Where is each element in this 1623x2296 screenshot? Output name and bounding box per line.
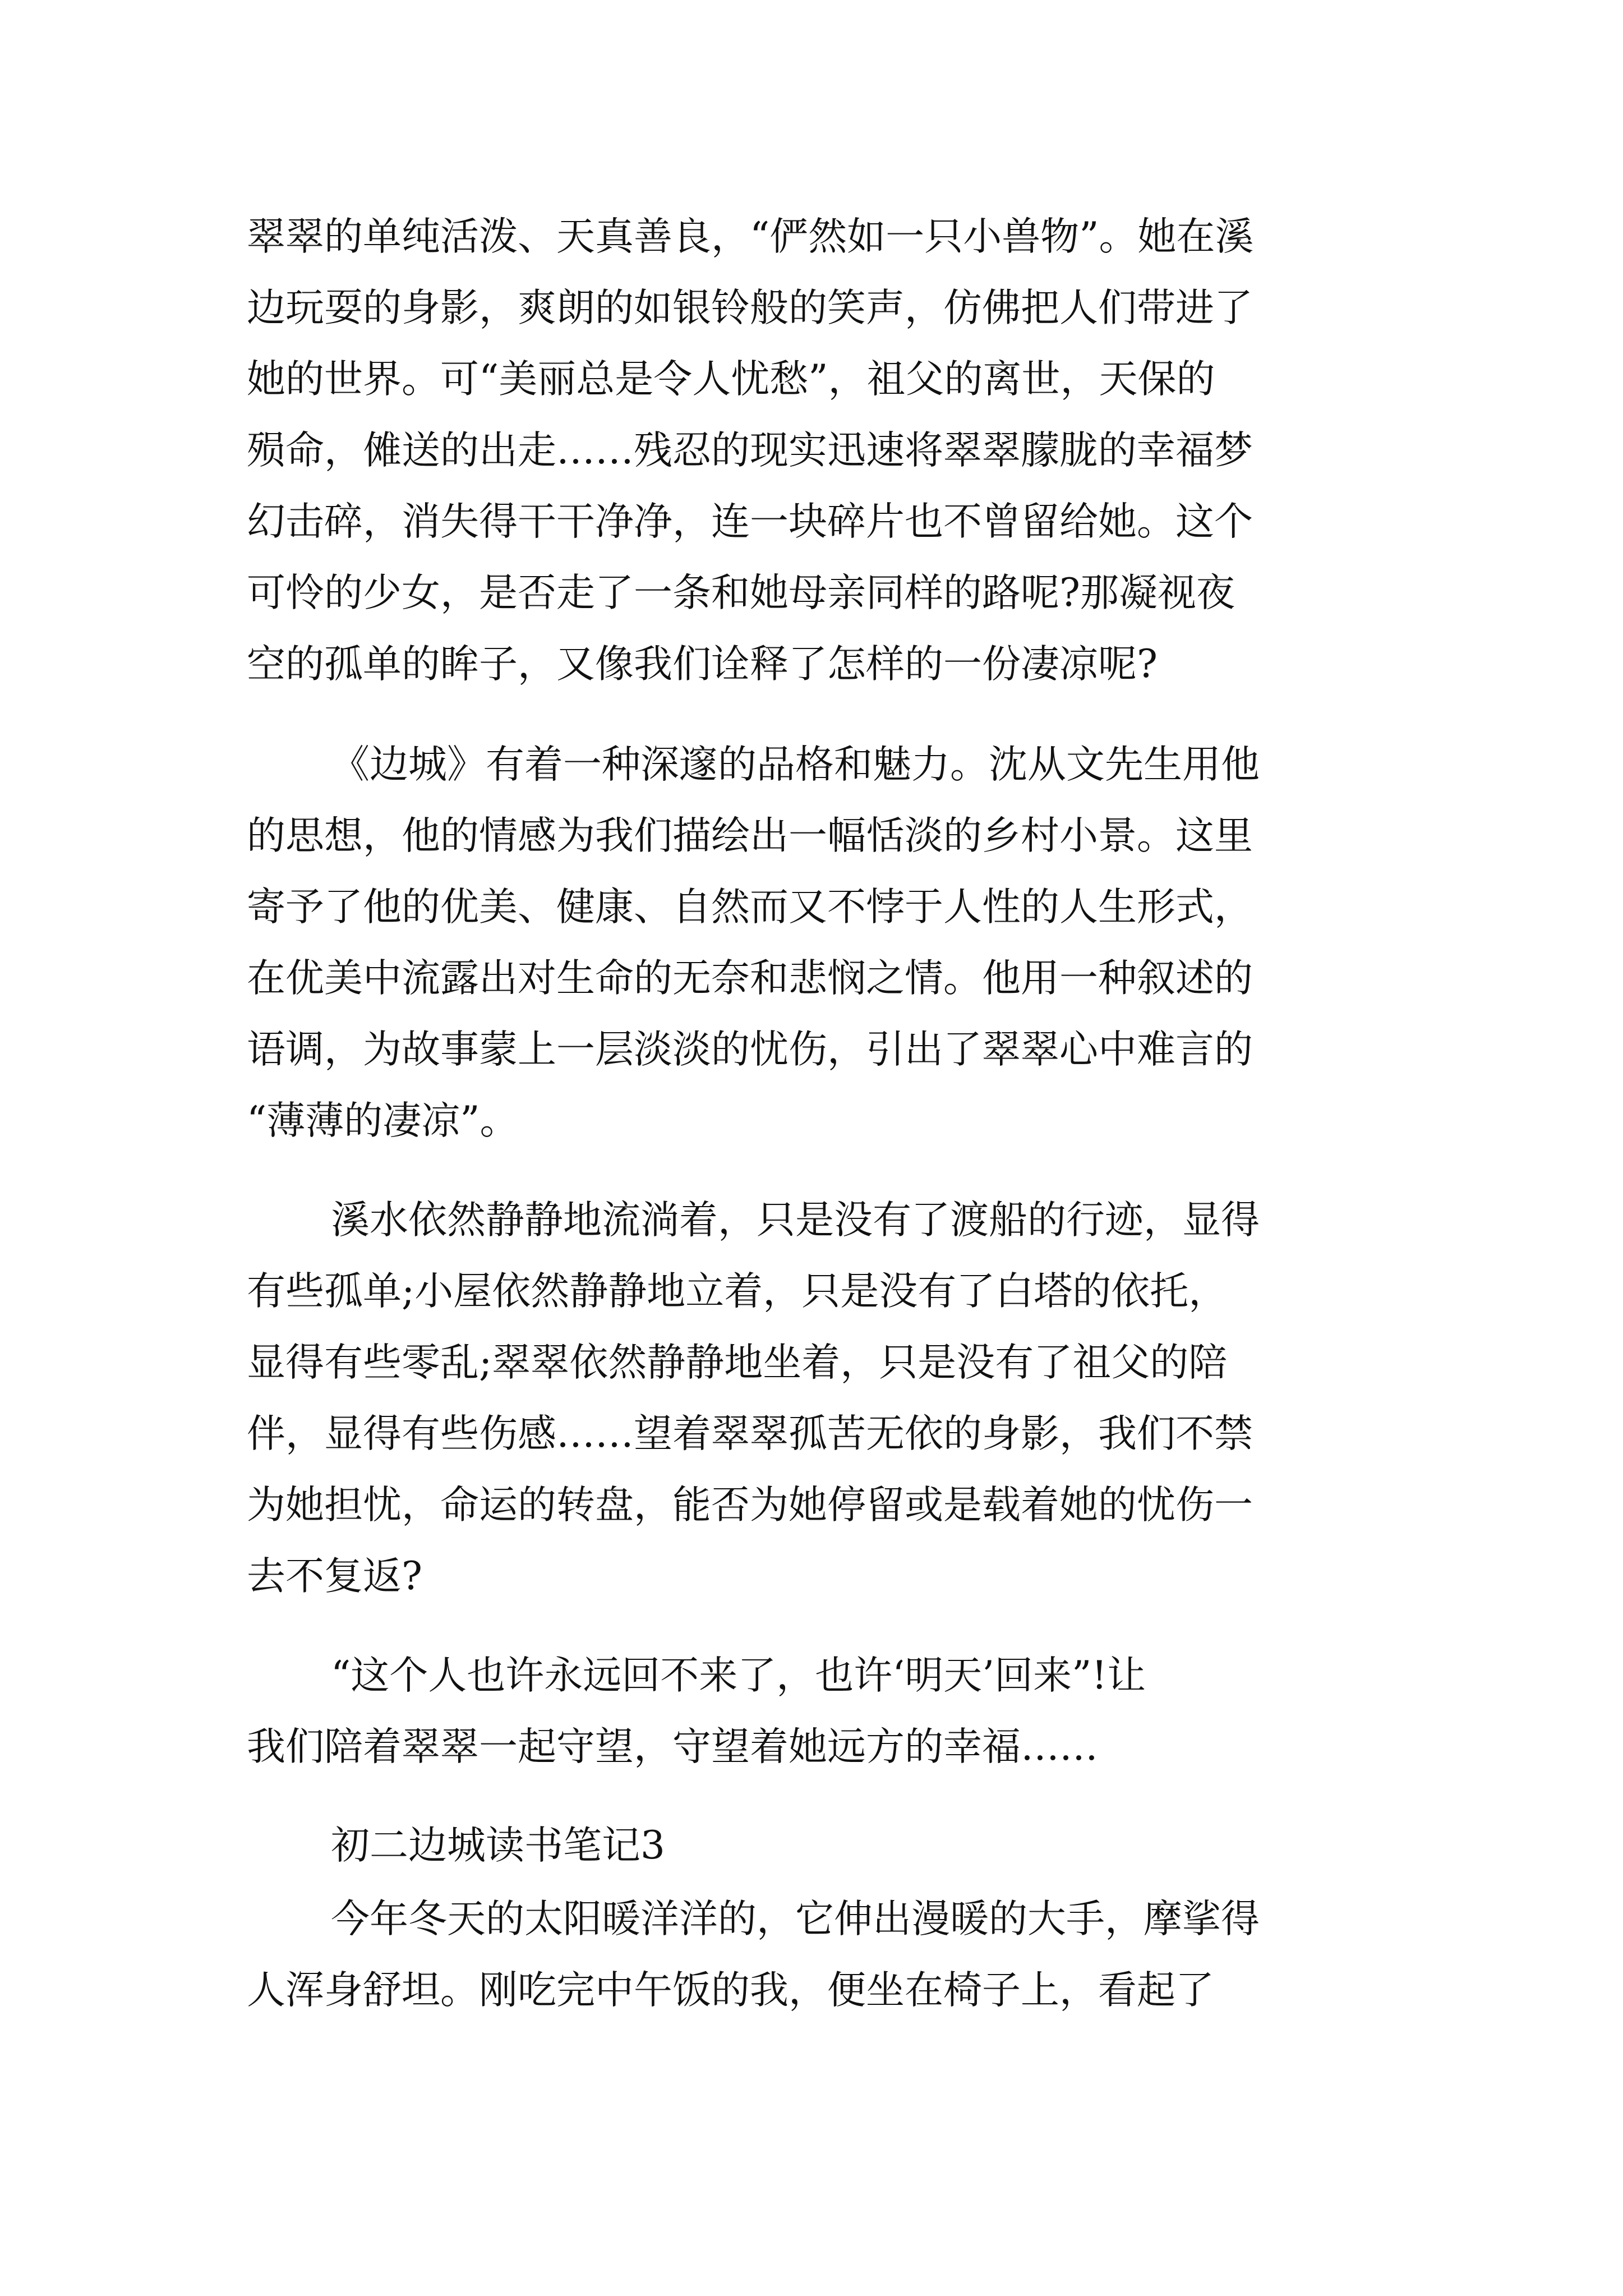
text-line: 显得有些零乱;翠翠依然静静地坐着，只是没有了祖父的陪 [247, 1340, 1228, 1385]
text-line: 有些孤单;小屋依然静静地立着，只是没有了白塔的依托， [247, 1269, 1228, 1314]
text-line: 在优美中流露出对生命的无奈和悲悯之情。他用一种叙述的 [247, 956, 1253, 1001]
text-line: 我们陪着翠翠一起守望，守望着她远方的幸福…… [247, 1724, 1098, 1769]
text-line: “薄薄的凄凉”。 [247, 1098, 519, 1143]
text-line: 去不复返? [247, 1554, 422, 1599]
text-line: 翠翠的单纯活泼、天真善良，“俨然如一只小兽物”。她在溪 [247, 214, 1254, 259]
text-line: 溪水依然静静地流淌着，只是没有了渡船的行迹，显得 [331, 1198, 1260, 1243]
section-heading: 初二边城读书笔记3 [331, 1823, 665, 1868]
text-line: 可怜的少女，是否走了一条和她母亲同样的路呢?那凝视夜 [247, 570, 1235, 615]
text-line: 边玩耍的身影，爽朗的如银铃般的笑声，仿佛把人们带进了 [247, 286, 1253, 330]
text-line: 她的世界。可“美丽总是令人忧愁”，祖父的离世，天保的 [247, 357, 1215, 402]
text-line: 幻击碎，消失得干干净净，连一块碎片也不曾留给她。这个 [247, 499, 1253, 544]
text-line: 人浑身舒坦。刚吃完中午饭的我，便坐在椅子上，看起了 [247, 1968, 1214, 2013]
text-line: 殒命，傩送的出走……残忍的现实迅速将翠翠朦胧的幸福梦 [247, 428, 1253, 473]
text-line: 寄予了他的优美、健康、自然而又不悖于人性的人生形式， [247, 885, 1253, 930]
text-line: 《边城》有着一种深邃的品格和魅力。沈从文先生用他 [331, 742, 1260, 787]
text-line: “这个人也许永远回不来了，也许‘明天’回来”!让 [331, 1653, 1146, 1698]
text-line: 的思想，他的情感为我们描绘出一幅恬淡的乡村小景。这里 [247, 813, 1253, 858]
text-line: 语调，为故事蒙上一层淡淡的忧伤，引出了翠翠心中难言的 [247, 1027, 1253, 1072]
text-line: 为她担忧，命运的转盘，能否为她停留或是载着她的忧伤一 [247, 1483, 1253, 1527]
text-line: 伴，显得有些伤感……望着翠翠孤苦无依的身影，我们不禁 [247, 1411, 1253, 1456]
text-line: 今年冬天的太阳暖洋洋的，它伸出漫暖的大手，摩挲得 [331, 1897, 1260, 1941]
text-line: 空的孤单的眸子，又像我们诠释了怎样的一份凄凉呢? [247, 642, 1158, 687]
